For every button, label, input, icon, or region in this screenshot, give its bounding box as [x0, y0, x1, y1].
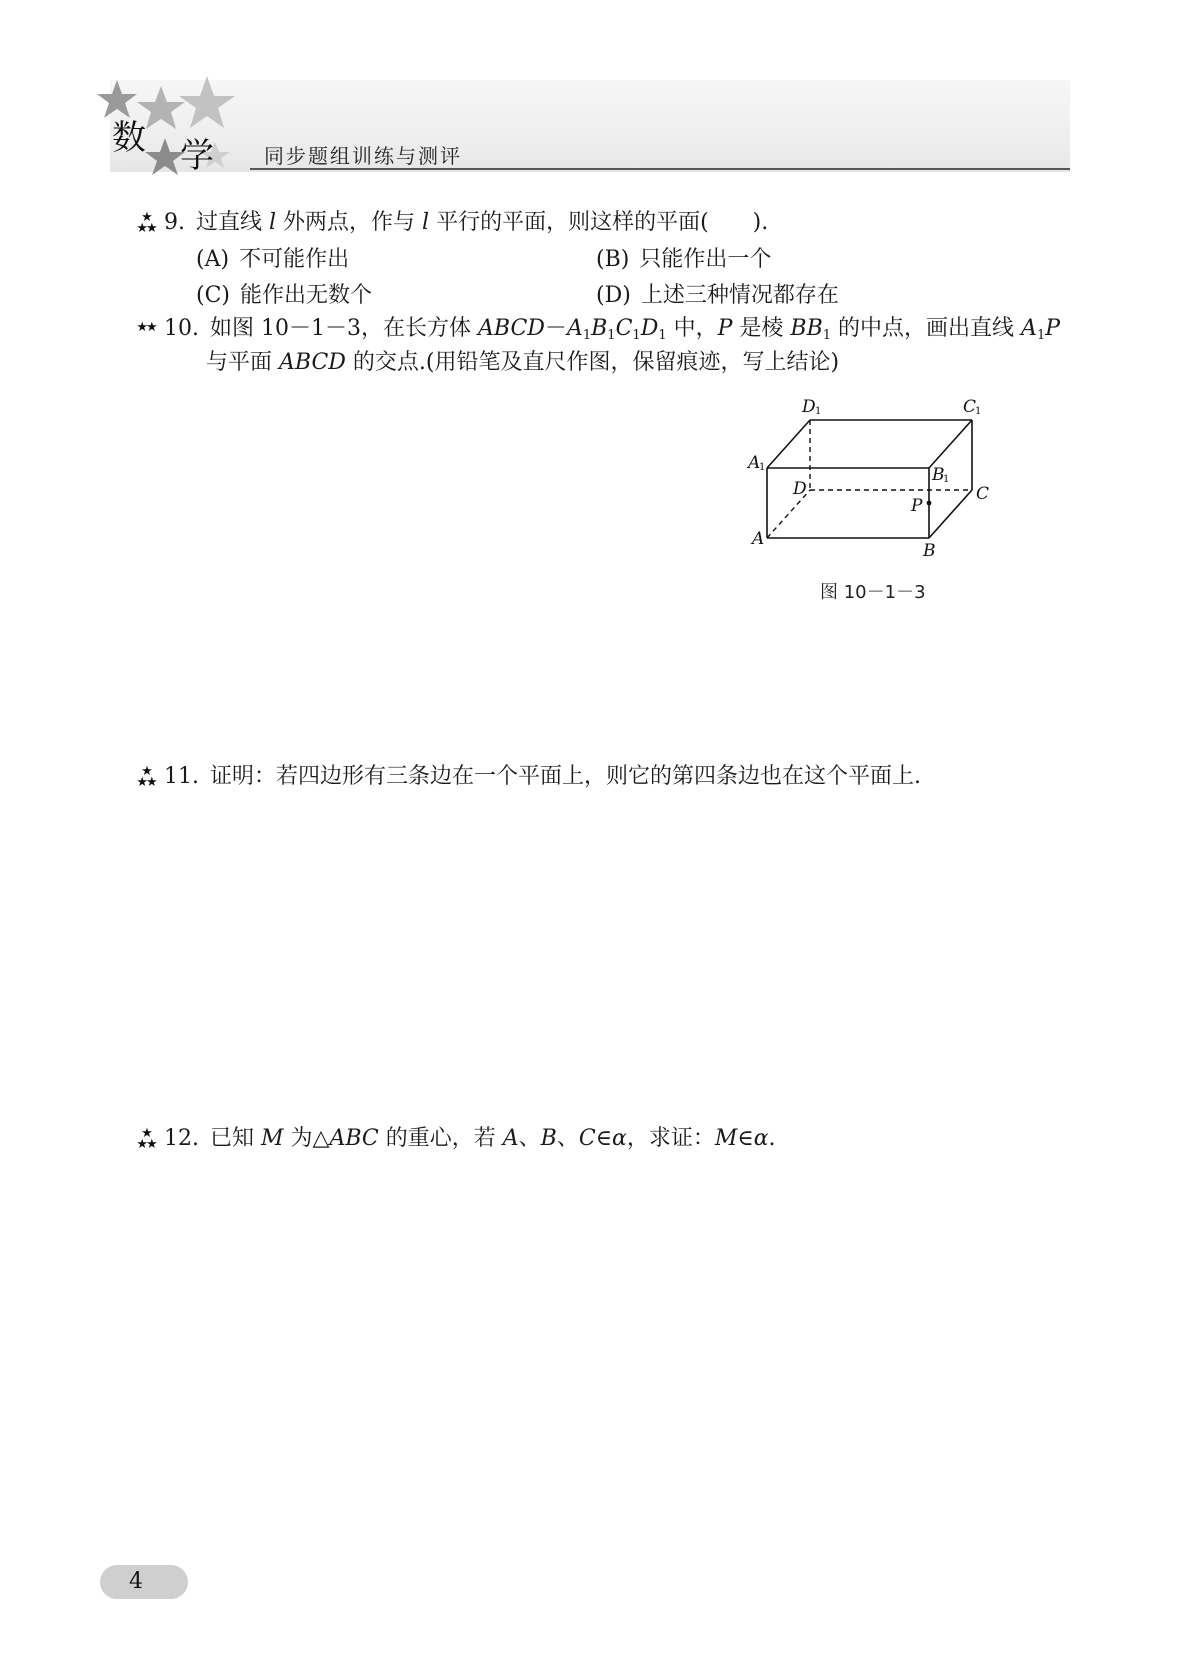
subject-char-1: 数 — [112, 118, 146, 158]
question-number: 10. — [164, 316, 199, 341]
question-number: 9. — [164, 210, 185, 235]
star-icon — [145, 138, 185, 175]
label-sub: 1 — [975, 406, 982, 417]
question-number: 11. — [164, 764, 199, 789]
label-a1: A — [748, 453, 761, 473]
question-9: 9. 过直线 l 外两点，作与 l 平行的平面，则这样的平面( ). — [164, 210, 769, 235]
option-a: (A) 不可能作出 — [196, 247, 350, 272]
edge-b-c — [929, 490, 972, 538]
edge-a1-d1 — [767, 420, 810, 468]
question-number: 12. — [164, 1126, 199, 1151]
label-c1: C — [963, 397, 977, 417]
label-p: P — [911, 496, 923, 516]
option-d: (D) 上述三种情况都存在 — [596, 283, 839, 308]
label-c: C — [976, 484, 990, 504]
difficulty-stars-icon: ★ ★★ — [136, 1126, 156, 1152]
question-11: 11. 证明：若四边形有三条边在一个平面上，则它的第四条边也在这个平面上. — [164, 764, 921, 789]
header-rule — [250, 168, 1070, 170]
question-10-line-2: 与平面 ABCD 的交点.(用铅笔及直尺作图，保留痕迹，写上结论) — [206, 350, 840, 375]
label-d1: D — [802, 397, 816, 417]
label-b: B — [923, 541, 936, 561]
label-b1: B — [932, 465, 945, 485]
star-icon — [179, 76, 235, 128]
label-sub: 1 — [759, 462, 766, 473]
point-p — [927, 501, 932, 506]
difficulty-stars-icon: ★ ★★ — [136, 764, 156, 790]
option-c: (C) 能作出无数个 — [196, 283, 373, 308]
question-10-line-1: 10. 如图 10－1－3，在长方体 $ABCD-A_1B_1C_1D_1$ 中，P 是棱 $BB_1$ 的中点，画出直线 $A_1P$ — [164, 316, 1061, 343]
question-12: 12. 已知 M 为△ABC 的重心，若 A、B、C∈α，求证：M∈α. — [164, 1126, 776, 1151]
option-b: (B) 只能作出一个 — [596, 247, 772, 272]
difficulty-stars-icon: ★ ★★ — [136, 210, 156, 236]
header-band — [110, 80, 1070, 172]
label-a: A — [752, 529, 765, 549]
label-d: D — [793, 479, 807, 499]
cuboid-diagram — [740, 392, 1010, 572]
figure-caption: 图 10－1－3 — [820, 582, 926, 603]
subject-char-2: 学 — [180, 136, 214, 176]
header-title: 同步题组训练与测评 — [264, 144, 462, 168]
difficulty-stars-icon: ★★ — [136, 320, 156, 335]
label-sub: 1 — [943, 474, 950, 485]
edge-b1-c1 — [929, 420, 972, 468]
figure-cuboid — [740, 392, 1010, 576]
label-sub: 1 — [815, 406, 822, 417]
page-number: 4 — [129, 1569, 143, 1594]
